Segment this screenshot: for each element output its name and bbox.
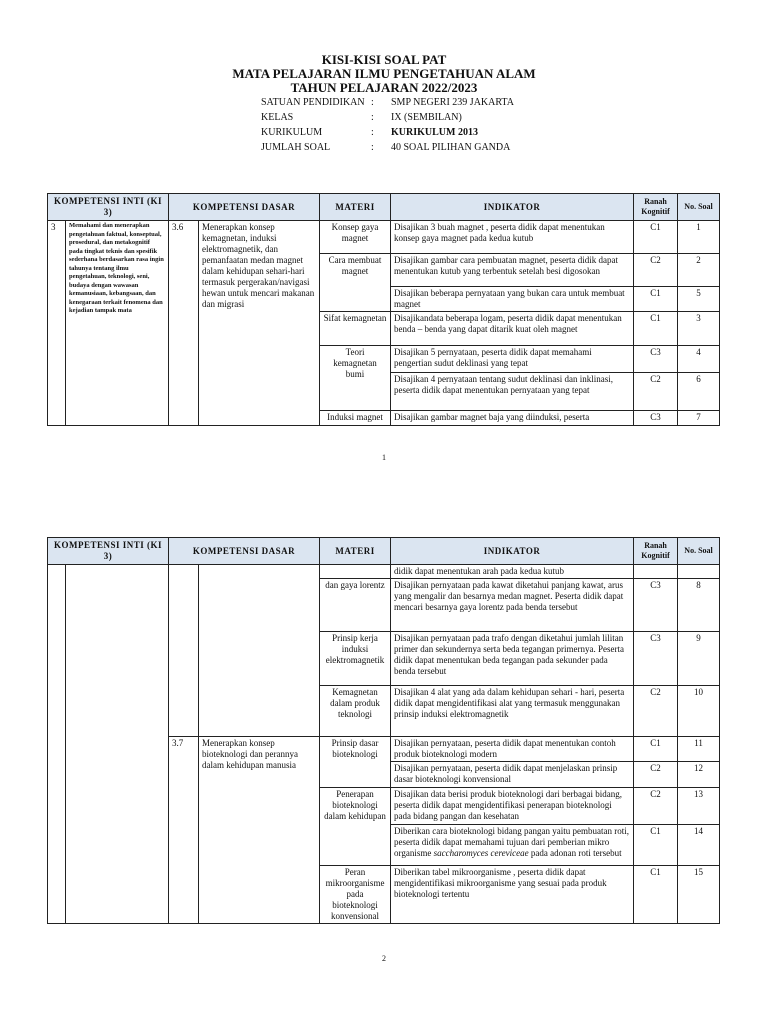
kd-number: 3.7 (169, 737, 199, 924)
meta-key: KELAS (261, 112, 294, 123)
meta-key: JUMLAH SOAL (261, 142, 331, 153)
materi-cell: Kemagnetan dalam produk teknologi (320, 686, 391, 737)
no-cell: 14 (678, 825, 720, 866)
indikator-cell: Disajikan 4 pernyataan tentang sudut deklinasi dan inklinasi, peserta didik dapat menentukan pernyataan yang tepat (391, 373, 634, 411)
materi-cell: Prinsip kerja induksi elektromagnetik (320, 632, 391, 686)
indikator-cell: Disajikan 4 alat yang ada dalam kehidupan sehari - hari, peserta didik dapat mengidentifikasi alat yang termasuk menggunakan prinsip induksi elektromagnetik (391, 686, 634, 737)
indikator-cell: Disajikan 5 pernyataan, peserta didik dapat memahami pengertian sudut deklinasi yang tepat (391, 346, 634, 373)
ranah-cell: C2 (634, 254, 678, 287)
indikator-cell: Disajikan 3 buah magnet , peserta didik dapat menentukan konsep gaya magnet pada kedua kutub (391, 221, 634, 254)
doc-subject: MATA PELAJARAN ILMU PENGETAHUAN ALAM (232, 66, 536, 81)
indikator-cell: Disajikan data berisi produk bioteknologi dari berbagai bidang, peserta didik dapat mengidentifikasi penerapan bioteknologi pada bidang pangan dan kesehatan (391, 788, 634, 825)
no-cell: 13 (678, 788, 720, 825)
indikator-cell: didik dapat menentukan arah pada kedua kutub (391, 565, 634, 579)
col-ki: KOMPETENSI INTI (KI 3) (48, 538, 169, 565)
no-cell: 4 (678, 346, 720, 373)
no-cell: 3 (678, 312, 720, 346)
kd-text: Menerapkan konsep bioteknologi dan perannya dalam kehidupan manusia (199, 737, 320, 924)
col-kd: KOMPETENSI DASAR (169, 538, 320, 565)
ranah-cell: C2 (634, 373, 678, 411)
materi-cell: Induksi magnet (320, 411, 391, 426)
kd-text: Menerapkan konsep kemagnetan, induksi elektromagnetik, dan pemanfaatan medan magnet dalam kehidupan sehari-hari termasuk pergerakan/navigasi hewan untuk mencari makanan dan migrasi (199, 221, 320, 426)
page-number: 1 (382, 453, 386, 462)
materi-cell: Prinsip dasar bioteknologi (320, 737, 391, 788)
col-indikator: INDIKATOR (391, 194, 634, 221)
indikator-cell: Disajikan pernyataan pada kawat diketahui panjang kawat, arus yang mengalir dan besarnya medan magnet. Peserta didik dapat mencari besarnya gaya lorentz pada benda tersebut (391, 579, 634, 632)
materi-cell: Penerapan bioteknologi dalam kehidupan (320, 788, 391, 866)
col-indikator: INDIKATOR (391, 538, 634, 565)
ranah-cell: C1 (634, 287, 678, 312)
table-header-row (48, 194, 720, 221)
doc-title: KISI-KISI SOAL PAT (321, 52, 447, 67)
col-ranah: Ranah Kognitif (634, 194, 678, 221)
ki-number: 3 (48, 221, 66, 426)
ranah-cell: C3 (634, 632, 678, 686)
meta-row (261, 140, 514, 155)
organism-name: saccharomyces cereviceae (433, 848, 529, 858)
table-row (48, 221, 720, 254)
ranah-cell: C1 (634, 312, 678, 346)
meta-row (261, 125, 514, 140)
ranah-cell: C1 (634, 825, 678, 866)
indikator-text: pada adonan roti tersebut (528, 848, 622, 858)
no-cell: 15 (678, 866, 720, 924)
table-row (48, 565, 720, 579)
meta-key: SATUAN PENDIDIKAN (261, 97, 365, 108)
meta-sep: : (371, 142, 374, 153)
indikator-cell: Disajikan pernyataan, peserta didik dapat menjelaskan prinsip dasar bioteknologi konvensional (391, 762, 634, 788)
meta-value: KURIKULUM 2013 (391, 127, 478, 138)
ki-number-empty (48, 565, 66, 924)
meta-sep: : (371, 127, 374, 138)
kisi-table-page-2 (47, 537, 720, 924)
ki-text-empty (66, 565, 169, 924)
ranah-cell: C3 (634, 411, 678, 426)
no-cell: 6 (678, 373, 720, 411)
doc-year: TAHUN PELAJARAN 2022/2023 (290, 80, 478, 95)
ranah-cell: C2 (634, 686, 678, 737)
page-number: 2 (382, 954, 386, 963)
materi-cell: Cara membuat magnet (320, 254, 391, 312)
no-cell: 7 (678, 411, 720, 426)
col-ki: KOMPETENSI INTI (KI 3) (48, 194, 169, 221)
kd-number-empty (169, 565, 199, 737)
kd-text-empty (199, 565, 320, 737)
no-cell: 9 (678, 632, 720, 686)
meta-row (261, 110, 514, 125)
no-cell: 11 (678, 737, 720, 762)
meta-sep: : (371, 112, 374, 123)
col-materi: MATERI (320, 194, 391, 221)
ranah-cell: C1 (634, 221, 678, 254)
ki-text: Memahami dan menerapkan pengetahuan faktual, konseptual, prosedural, dan metakognitif pada tingkat teknis dan spesifik sederhana berdasarkan rasa ingin tahunya tentang ilmu pengetahuan, teknologi, seni, budaya dengan wawasan kemanusiaan, kebangsaan, dan kenegaraan terkait fenomena dan kejadian tampak mata (66, 221, 169, 426)
indikator-cell: Disajikan gambar cara pembuatan magnet, peserta didik dapat menentukan kutub yang terbentuk setelah besi digosokan (391, 254, 634, 287)
materi-cell: Peran mikroorganisme pada bioteknologi konvensional (320, 866, 391, 924)
meta-value: SMP NEGERI 239 JAKARTA (391, 97, 514, 108)
indikator-cell: Diberikan tabel mikroorganisme , peserta didik dapat mengidentifikasi mikroorganisme yang sesuai pada produk bioteknologi tertentu (391, 866, 634, 924)
meta-sep: : (371, 97, 374, 108)
materi-cell-empty (320, 565, 391, 579)
no-cell-empty (678, 565, 720, 579)
kisi-table-page-1 (47, 193, 720, 426)
indikator-cell: Disajikandata beberapa logam, peserta didik dapat menentukan benda – benda yang dapat ditarik kuat oleh magnet (391, 312, 634, 346)
col-no: No. Soal (678, 194, 720, 221)
indikator-cell (391, 825, 634, 866)
indikator-cell: Disajikan pernyataan pada trafo dengan diketahui jumlah lilitan primer dan sekundernya serta beda tegangan primernya. Peserta didik dapat menentukan beda tegangan pada sekunder pada benda tersebut (391, 632, 634, 686)
ranah-cell: C2 (634, 788, 678, 825)
col-no: No. Soal (678, 538, 720, 565)
col-kd: KOMPETENSI DASAR (169, 194, 320, 221)
indikator-text: Diberikan cara bioteknologi bidang pangan yaitu pembuatan roti, peserta didik dapat memahami tujuan dari pemberian mikro organisme (394, 826, 629, 858)
col-materi: MATERI (320, 538, 391, 565)
meta-row (261, 95, 514, 110)
ranah-cell: C1 (634, 737, 678, 762)
col-ranah: Ranah Kognitif (634, 538, 678, 565)
ranah-cell-empty (634, 565, 678, 579)
indikator-cell: Disajikan beberapa pernyataan yang bukan cara untuk membuat magnet (391, 287, 634, 312)
materi-cell: Konsep gaya magnet (320, 221, 391, 254)
meta-info (261, 95, 514, 155)
materi-cell: dan gaya lorentz (320, 579, 391, 632)
no-cell: 12 (678, 762, 720, 788)
indikator-cell: Disajikan pernyataan, peserta didik dapat menentukan contoh produk bioteknologi modern (391, 737, 634, 762)
ranah-cell: C1 (634, 866, 678, 924)
meta-value: 40 SOAL PILIHAN GANDA (391, 142, 511, 153)
indikator-cell: Disajikan gambar magnet baja yang diinduksi, peserta (391, 411, 634, 426)
kd-number: 3.6 (169, 221, 199, 426)
materi-cell: Teori kemagnetan bumi (320, 346, 391, 411)
no-cell: 5 (678, 287, 720, 312)
no-cell: 2 (678, 254, 720, 287)
ranah-cell: C2 (634, 762, 678, 788)
meta-key: KURIKULUM (261, 127, 323, 138)
no-cell: 1 (678, 221, 720, 254)
no-cell: 8 (678, 579, 720, 632)
table-header-row (48, 538, 720, 565)
materi-cell: Sifat kemagnetan (320, 312, 391, 346)
meta-value: IX (SEMBILAN) (391, 112, 462, 123)
ranah-cell: C3 (634, 346, 678, 373)
no-cell: 10 (678, 686, 720, 737)
ranah-cell: C3 (634, 579, 678, 632)
